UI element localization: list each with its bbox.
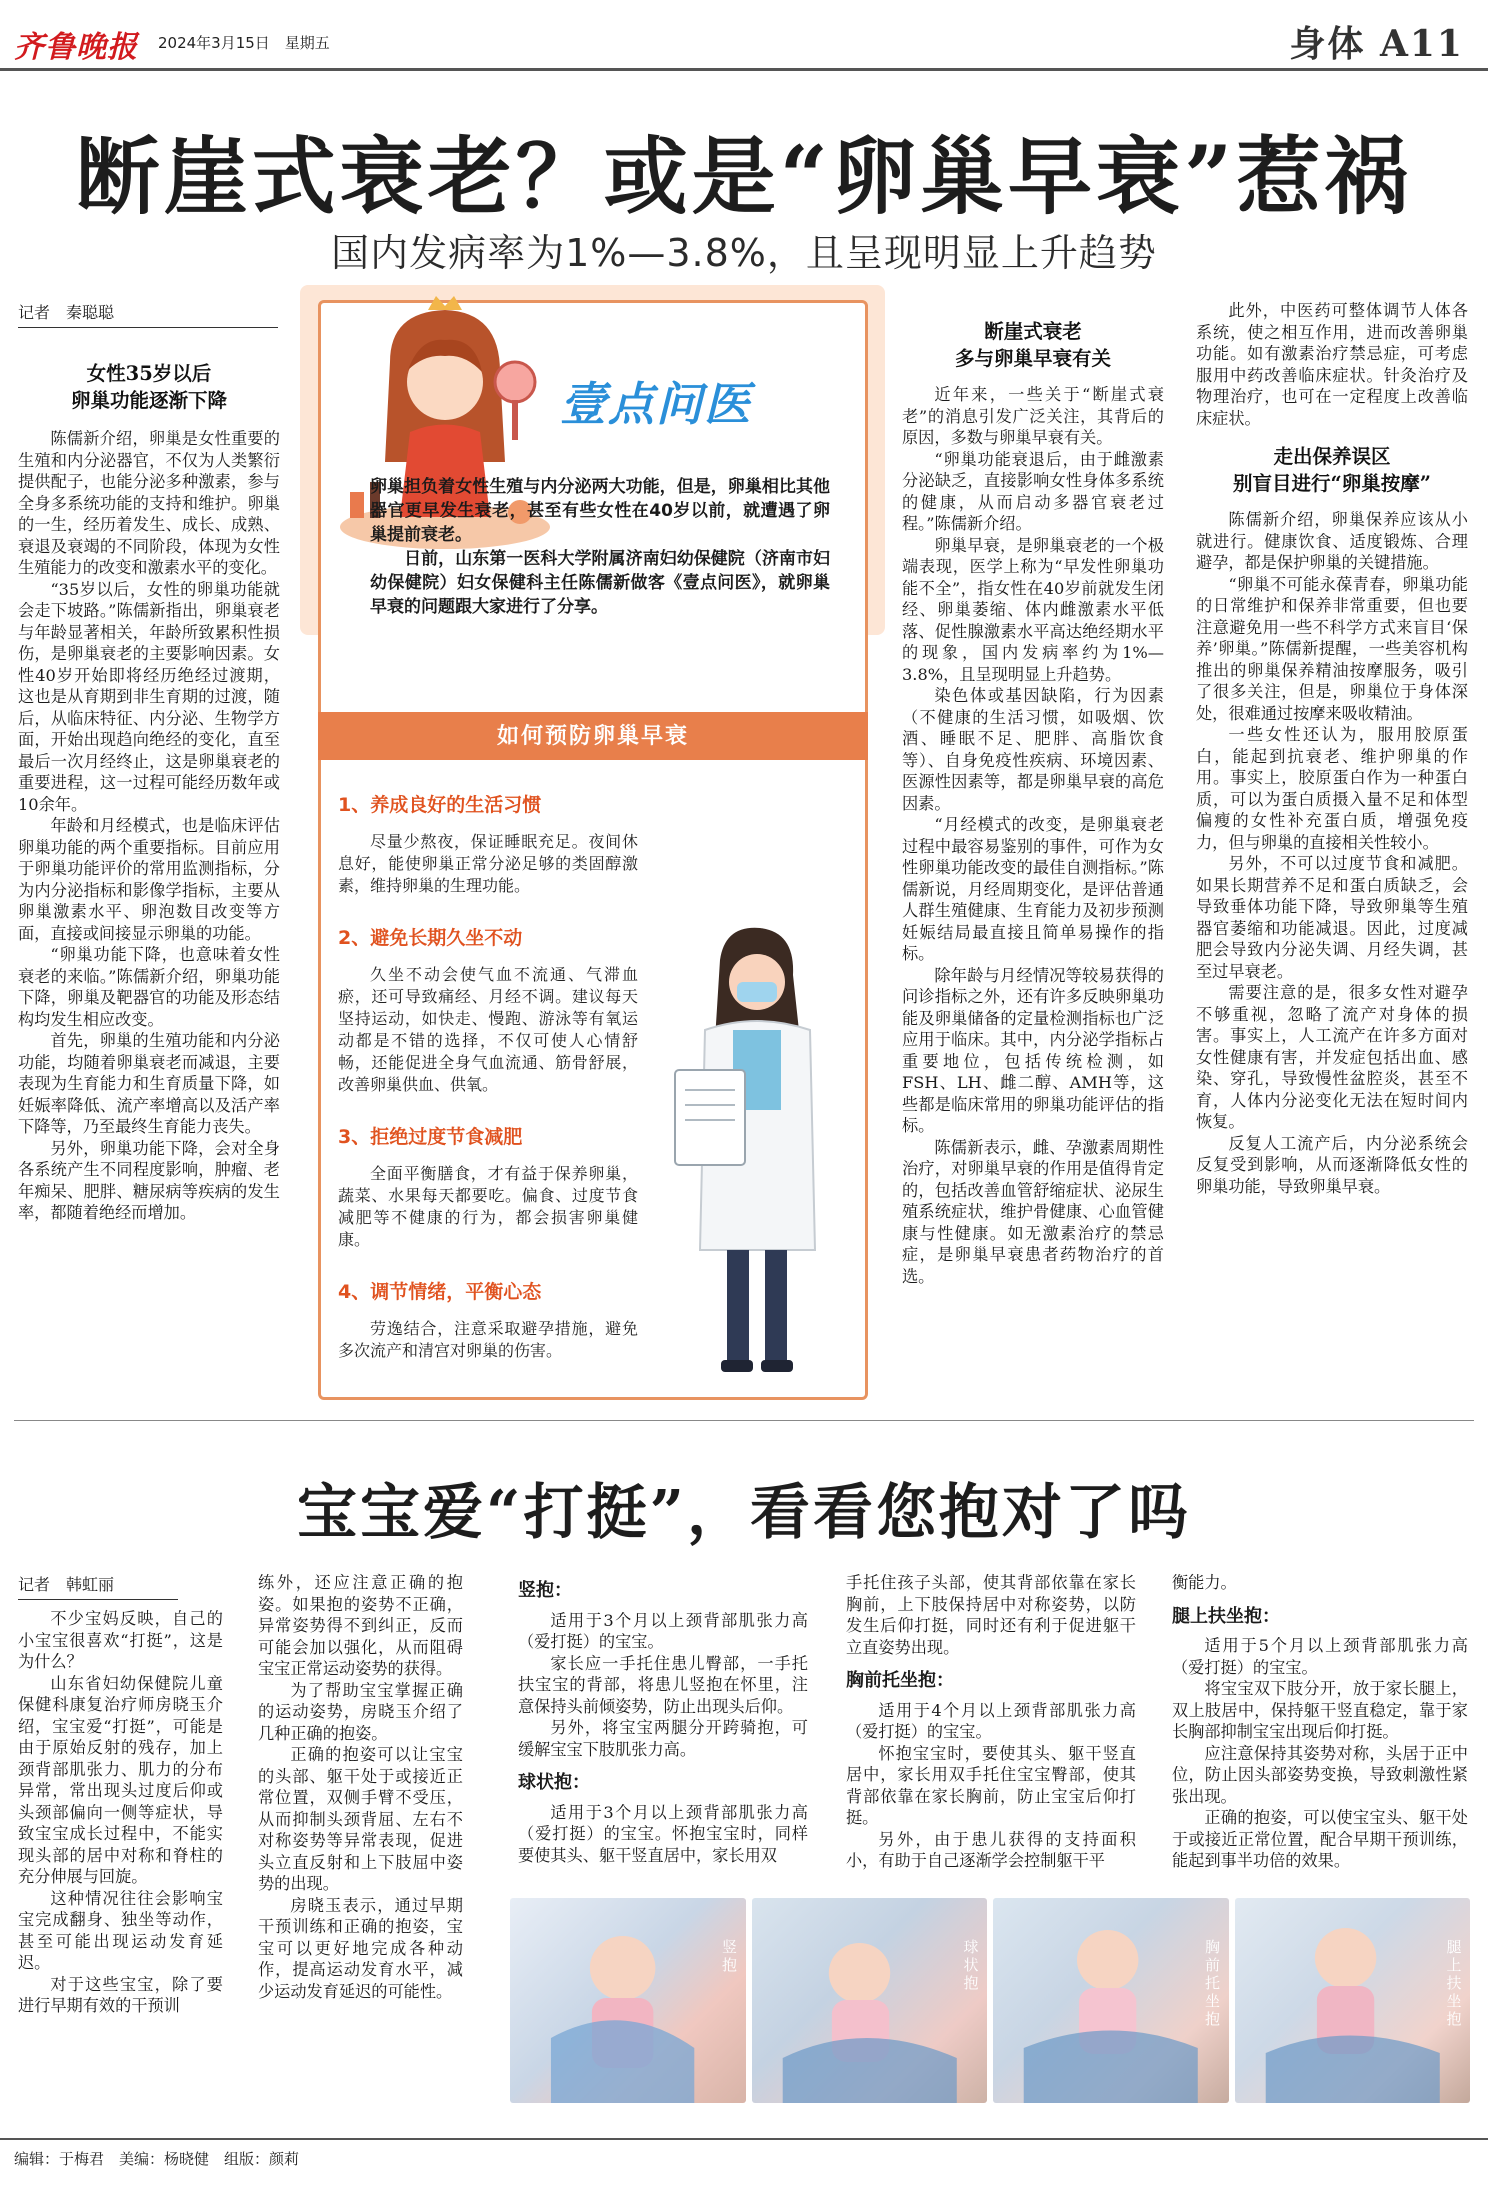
tip-item [338,1277,638,1362]
section-page: 身体 A11 [1289,23,1464,65]
paragraph: 练外，还应注意正确的抱姿。如果抱的姿势不正确，异常姿势得不到纠正，反而可能会加以强化，从而阻碍宝宝正常运动姿势的获得。 [258,1573,463,1678]
paragraph: 近年来，一些关于“断崖式衰老”的消息引发广泛关注，其背后的原因，多数与卵巢早衰有关。 [902,385,1164,447]
method-heading: 胸前托坐抱： [846,1670,954,1691]
tip-title: 4、调节情绪，平衡心态 [338,1281,542,1303]
article1-mid-column [902,318,1164,1287]
footer-rule [0,2138,1488,2140]
photo-vertical-hold [510,1898,746,2103]
paragraph: 反复人工流产后，内分泌系统会反复受到影响，从而逐渐降低女性的卵巢功能，导致卵巢早衰。 [1196,1133,1468,1196]
paragraph: 对于这些宝宝，除了要进行早期有效的干预训 [18,1974,223,2015]
section-subhead: 女性35岁以后 卵巢功能逐渐下降 [70,362,227,412]
photo-chest-sit-hold [993,1898,1229,2103]
tip-text: 劳逸结合，注意采取避孕措施，避免多次流产和清宫对卵巢的伤害。 [338,1319,638,1360]
paragraph: 正确的抱姿可以让宝宝的头部、躯干处于或接近正常位置，双侧手臂不受压，从而抑制头颈背屈、左右不对称姿势等异常表现，促进头立直反射和上下肢屈中姿势的出现。 [258,1745,463,1893]
paragraph: 手托住孩子头部，使其背部依靠在家长胸前，上下肢保持居中对称姿势，以防发生后仰打挺，同时还有利于促进躯干立直姿势出现。 [846,1573,1136,1657]
holding-photos [510,1898,1470,2103]
paragraph: 适用于5个月以上颈背部肌张力高（爱打挺）的宝宝。 [1172,1636,1468,1677]
tip-title: 3、拒绝过度节食减肥 [338,1126,523,1148]
paragraph: 怀抱宝宝时，要使其头、躯干竖直居中，家长用双手托住宝宝臀部，使其背部依靠在家长胸前，防止宝宝后仰打挺。 [846,1743,1136,1827]
newspaper-logo: 齐鲁晚报 [14,30,138,65]
paragraph: “卵巢功能衰退后，由于雌激素分泌缺乏，直接影响女性身体多系统的健康，从而启动多器官衰老过程。”陈儒新介绍。 [902,449,1164,533]
article2-byline: 记者 韩虹丽 [18,1572,178,1600]
badge-title: 壹点问医 [560,377,752,431]
baby-doll-icon [752,1898,988,2103]
article1-left-column [18,360,280,1224]
photo-label: 胸前托坐抱 [1204,1938,1220,2028]
paragraph: 陈儒新表示，雌、孕激素周期性治疗，对卵巢早衰的作用是值得肯定的，包括改善血管舒缩症状、泌尿生殖系统症状，维护骨健康、心血管健康与性健康。如无激素治疗的禁忌症，是卵巢早衰患者药物治疗的首选。 [902,1137,1164,1286]
paragraph: 另外，将宝宝两腿分开跨骑抱，可缓解宝宝下肢肌张力高。 [518,1718,808,1759]
article2-col1 [18,1608,223,2017]
paragraph: 适用于4个月以上颈背部肌张力高（爱打挺）的宝宝。 [846,1700,1136,1741]
baby-doll-icon [993,1898,1229,2103]
tip-title: 1、养成良好的生活习惯 [338,794,542,816]
tip-item [338,1122,638,1251]
paragraph: 另外，卵巢功能下降，会对全身各系统产生不同程度影响，肿瘤、老年痴呆、肥胖、糖尿病等疾病的发生率，都随着绝经而增加。 [18,1138,280,1222]
photo-label: 腿上扶坐抱 [1446,1938,1462,2028]
infobox-intro: 卵巢担负着女性生殖与内分泌两大功能，但是，卵巢相比其他器官更早发生衰老，甚至有些女性在40岁以前，就遭遇了卵巢提前衰老。 日前，山东第一医科大学附属济南妇幼保健院（济南市妇幼保健院）妇女保健科主任陈儒新做客《壹点问医》，就卵巢早衰的问题跟大家进行了分享。 [370,477,830,617]
article2-col3 [518,1580,808,1866]
masthead-rule [0,68,1488,71]
method-heading: 腿上扶坐抱： [1172,1605,1280,1627]
article1-right-column [1196,300,1468,1197]
photo-label: 球状抱 [963,1938,979,1992]
paragraph: 将宝宝双下肢分开，放于家长腿上，双上肢居中，保持躯干竖直稳定，靠于家长胸部抑制宝宝出现后仰打挺。 [1172,1679,1468,1741]
article2-col4 [846,1572,1136,1872]
paragraph: 山东省妇幼保健院儿童保健科康复治疗师房晓玉介绍，宝宝爱“打挺”，可能是由于原始反射的残存，加上颈背部肌张力、肌力的分布异常，常出现头过度后仰或头颈部偏向一侧等症状，导致宝宝成长过程中，不能实现头部的居中对称和脊柱的充分伸展与回旋。 [18,1673,223,1886]
method-heading: 球状抱： [518,1772,590,1793]
paragraph: 陈儒新介绍，卵巢是女性重要的生殖和内分泌器官，不仅为人类繁衍提供配子，也能分泌多种激素，参与全身多系统功能的支持和维护。卵巢的一生，经历着发生、成长、成熟、衰退及衰竭的不同阶段，体现为女性生殖能力的改变和激素水平的变化。 [18,429,280,577]
article2-col2 [258,1572,463,2002]
photo-ball-hold [752,1898,988,2103]
paragraph: 卵巢早衰，是卵巢衰老的一个极端表现，医学上称为“早发性卵巢功能不全”，指女性在40岁前就发生闭经、卵巢萎缩、体内雌激素水平低落、促性腺激素水平高达绝经期水平的现象，国内发病率约为1%—3.8%，且呈现明显上升趋势。 [902,535,1164,684]
paragraph: 衡能力。 [1172,1573,1237,1592]
section-subhead: 断崖式衰老 多与卵巢早衰有关 [954,320,1111,370]
paragraph: 适用于3个月以上颈背部肌张力高（爱打挺）的宝宝。 [518,1610,808,1651]
photo-lap-sit-hold [1235,1898,1471,2103]
paragraph: 应注意保持其姿势对称，头居于正中位，防止因头部姿势变换，导致刺激性紧张出现。 [1172,1743,1468,1806]
tip-title: 2、避免长期久坐不动 [338,927,523,949]
paragraph: 需要注意的是，很多女性对避孕不够重视，忽略了流产对身体的损害。事实上，人工流产在许多方面对女性健康有害，并发症包括出血、感染、穿孔，导致慢性盆腔炎，甚至不育，人体内分泌变化无法在短时间内恢复。 [1196,983,1468,1131]
article1-subheadline: 国内发病率为1%—3.8%，且呈现明显上升趋势 [331,231,1157,275]
paragraph: 另外，不可以过度节食和减肥。如果长期营养不足和蛋白质缺乏，会导致垂体功能下降，导致卵巢等生殖器官萎缩和功能减退。因此，过度减肥会导致内分泌失调、月经失调，甚至过早衰老。 [1196,854,1468,981]
tip-text: 尽量少熬夜，保证睡眠充足。夜间休息好，能使卵巢正常分泌足够的类固醇激素，维持卵巢的生理功能。 [338,832,638,895]
baby-doll-icon [510,1898,746,2103]
section-subhead: 走出保养误区 别盲目进行“卵巢按摩” [1233,445,1431,495]
article-divider [14,1420,1474,1421]
paragraph: 年龄和月经模式，也是临床评估卵巢功能的两个重要指标。目前应用于卵巢功能评价的常用监测指标，分为内分泌指标和影像学指标，主要从卵巢激素水平、卵泡数目改变等方面，直接或间接显示卵巢的功能。 [18,816,280,943]
paragraph: 正确的抱姿，可以使宝宝头、躯干处于或接近正常位置，配合早期干预训练，能起到事半功倍的效果。 [1172,1808,1468,1870]
tip-text: 全面平衡膳食，才有益于保养卵巢，蔬菜、水果每天都要吃。偏食、过度节食减肥等不健康的行为，都会损害卵巢健康。 [338,1164,638,1249]
method-heading: 竖抱： [518,1580,572,1601]
paragraph: 此外，中医药可整体调节人体各系统，使之相互作用，进而改善卵巢功能。如有激素治疗禁忌症，可考虑服用中药改善临床症状。针灸治疗及物理治疗，也可在一定程度上改善临床症状。 [1196,301,1468,428]
article1-byline: 记者 秦聪聪 [18,300,278,328]
masthead [14,10,1474,65]
article2-headline: 宝宝爱“打挺”，看看您抱对了吗 [296,1478,1192,1548]
paragraph: 染色体或基因缺陷，行为因素（不健康的生活习惯，如吸烟、饮酒、睡眠不足、肥胖、高脂饮食等）、自身免疫性疾病、环境因素、医源性因素等，都是卵巢早衰的高危因素。 [902,686,1164,813]
paragraph: 陈儒新介绍，卵巢保养应该从小就进行。健康饮食、适度锻炼、合理避孕，都是保护卵巢的关键措施。 [1196,510,1468,572]
article2-col5 [1172,1572,1468,1872]
doctor-illustration [665,920,845,1390]
paragraph: 除年龄与月经情况等较易获得的问诊指标之外，还有许多反映卵巢功能及卵巢储备的定量检测指标也广泛应用于临床。其中，内分泌学指标占重要地位，包括传统检测，如FSH、LH、雌二醇、AMH等，这些都是临床常用的卵巢功能评估的指标。 [902,965,1164,1135]
issue-date: 2024年3月15日 星期五 [158,34,330,52]
tip-text: 久坐不动会使气血不流通、气滞血瘀，还可导致痛经、月经不调。建议每天坚持运动，如快走、慢跑、游泳等有氧运动都是不错的选择，不仅可使人心情舒畅，还能促进全身气血流通、筋骨舒展，改善卵巢供血、供氧。 [338,965,638,1094]
tip-item [338,923,638,1096]
paragraph: 一些女性还认为，服用胶原蛋白，能起到抗衰老、维护卵巢的作用。事实上，胶原蛋白作为一种蛋白质，可以为蛋白质摄入量不足和体型偏瘦的女性补充蛋白质，增强免疫力，但与卵巢的直接相关性较小。 [1196,725,1468,852]
editor-credits: 编辑：于梅君 美编：杨晓健 组版：颜莉 [14,2150,300,2168]
infobox-tips [338,790,638,1362]
paragraph: 为了帮助宝宝掌握正确的运动姿势，房晓玉介绍了几种正确的抱姿。 [258,1680,463,1743]
paragraph: “卵巢不可能永葆青春，卵巢功能的日常维护和保养非常重要，但也要注意避免用一些不科学方式来盲目‘保养’卵巢。”陈儒新提醒，一些美容机构推出的卵巢保养精油按摩服务，吸引了很多关注，但是，卵巢位于身体深处，很难通过按摩来吸收精油。 [1196,574,1468,723]
paragraph: 另外，由于患儿获得的支持面积小，有助于自己逐渐学会控制躯干平 [846,1829,1136,1870]
paragraph: 不少宝妈反映，自己的小宝宝很喜欢“打挺”，这是为什么？ [18,1609,223,1671]
paragraph: 家长应一手托住患儿臀部，一手托扶宝宝的背部，将患儿竖抱在怀里，注意保持头前倾姿势，防止出现头后仰。 [518,1653,808,1716]
paragraph: 房晓玉表示，通过早期干预训练和正确的抱姿，宝宝可以更好地完成各种动作，提高运动发育水平，减少运动发育延迟的可能性。 [258,1895,463,2001]
paragraph: “卵巢功能下降，也意味着女性衰老的来临。”陈儒新介绍，卵巢功能下降，卵巢及靶器官的功能及形态结构均发生相应改变。 [18,945,280,1029]
paragraph: 这种情况往往会影响宝宝完成翻身、独坐等动作，甚至可能出现运动发育延迟。 [18,1888,223,1972]
paragraph: 首先，卵巢的生殖功能和内分泌功能，均随着卵巢衰老而减退，主要表现为生育能力和生育质量下降，如妊娠率降低、流产率增高以及活产率下降等，乃至最终生育能力丧失。 [18,1031,280,1136]
article1-headline: 断崖式衰老？或是“卵巢早衰”惹祸 [75,127,1413,226]
photo-label: 竖抱 [721,1938,737,1974]
paragraph: “35岁以后，女性的卵巢功能就会走下坡路。”陈儒新指出，卵巢衰老与年龄显著相关，年龄所致累积性损伤，是卵巢衰老的主要影响因素。女性40岁开始即将经历绝经过渡期，这也是从育期到非生育期的过渡，随后，从临床特征、内分泌、生物学方面，开始出现趋向绝经的变化，直至最后一次月经终止，这是卵巢衰老的重要进程，这一过程可能经历数年或10余年。 [18,579,280,814]
baby-doll-icon [1235,1898,1471,2103]
paragraph: 适用于3个月以上颈背部肌张力高（爱打挺）的宝宝。怀抱宝宝时，同样要使其头、躯干竖直居中，家长用双 [518,1802,808,1865]
paragraph: “月经模式的改变，是卵巢衰老过程中最容易鉴别的事件，可作为女性卵巢功能改变的最佳自测指标。”陈儒新说，月经周期变化，是评估普通人群生殖健康、生育能力及初步预测妊娠结局最直接且简单易操作的指标。 [902,815,1164,963]
tip-item [338,790,638,897]
infobox-band-title: 如何预防卵巢早衰 [318,712,868,760]
